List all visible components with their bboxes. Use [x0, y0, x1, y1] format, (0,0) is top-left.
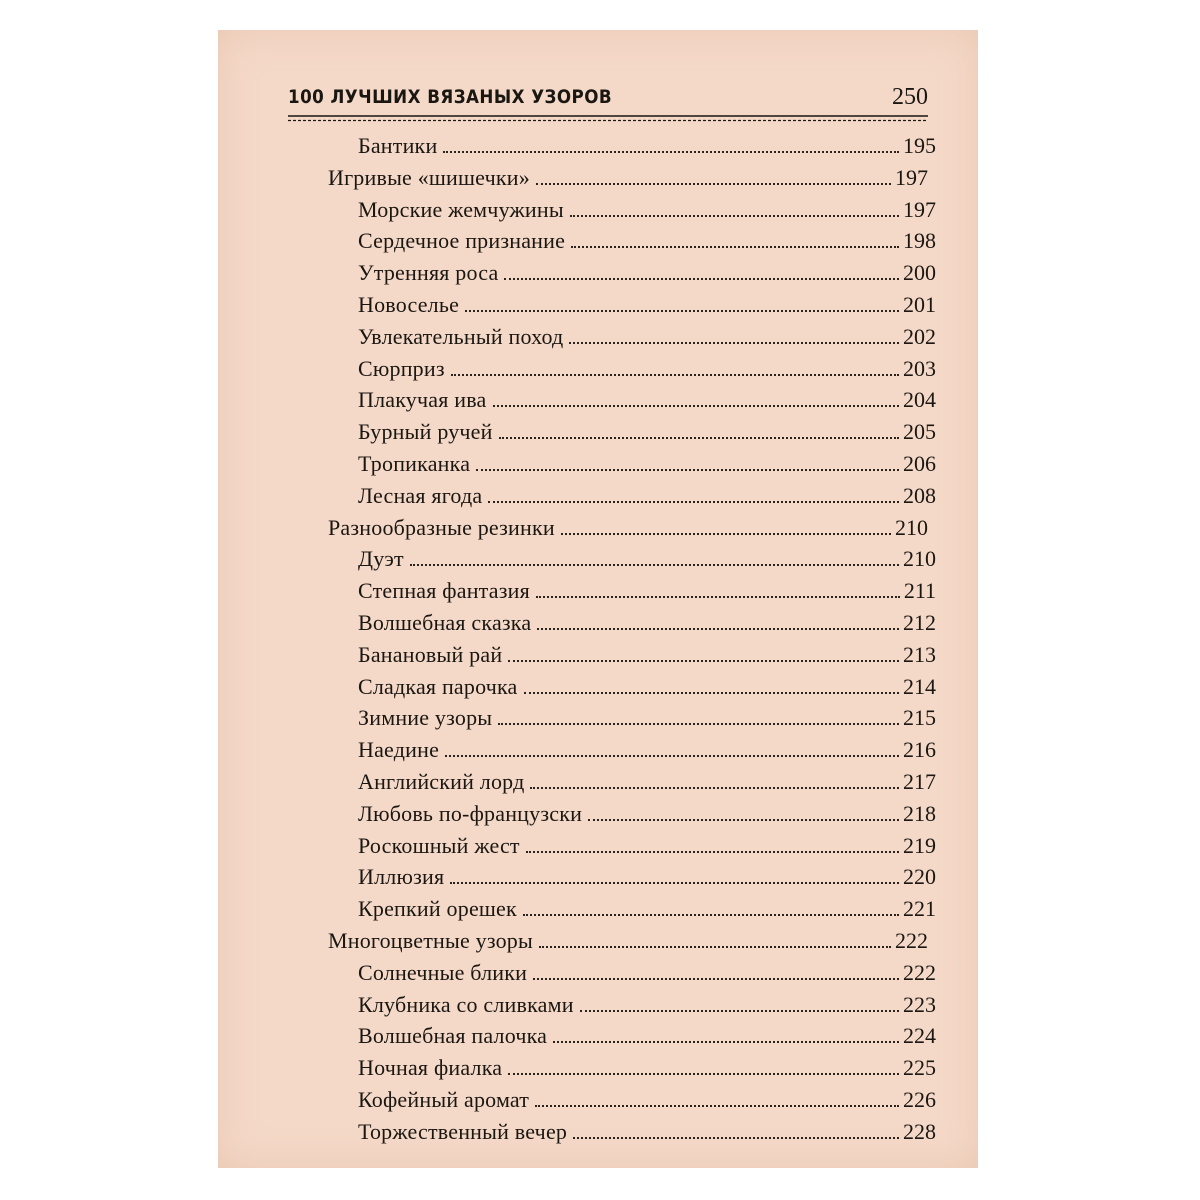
- dot-leader: [588, 818, 899, 821]
- dot-leader: [580, 1009, 899, 1012]
- toc-entry-page: 200: [903, 260, 936, 286]
- toc-entry-title: Крепкий орешек: [358, 896, 517, 922]
- toc-entry-title: Степная фантазия: [358, 578, 530, 604]
- toc-entry: [358, 702, 936, 734]
- toc-entry-page: 219: [903, 832, 936, 858]
- toc-entry-page: 222: [895, 928, 928, 953]
- toc-entry: [358, 607, 936, 639]
- toc-entry-page: 216: [903, 737, 936, 763]
- toc-entry: [358, 639, 936, 671]
- toc-entry-page: 228: [903, 1118, 936, 1144]
- dot-leader: [445, 754, 899, 757]
- toc-entry: [358, 734, 936, 766]
- toc-entry-page: 210: [895, 514, 928, 540]
- toc-entry-title: Солнечные блики: [358, 959, 528, 985]
- toc-entry-page: 202: [903, 323, 936, 349]
- toc-entry-page: 203: [903, 355, 936, 381]
- dot-leader: [524, 691, 899, 694]
- dot-leader: [553, 1040, 899, 1043]
- toc-entry: [358, 1020, 936, 1052]
- toc-entry-title: Ночная фиалка: [358, 1055, 503, 1081]
- toc-entry-page: 225: [903, 1055, 936, 1081]
- toc-entry-page: 221: [903, 896, 936, 922]
- toc-entry-title: Зимние узоры: [358, 705, 493, 731]
- toc-entry-title: Бурный ручей: [358, 419, 493, 445]
- toc-entry-page: 220: [903, 864, 936, 890]
- dot-leader: [410, 563, 899, 566]
- toc-entry: [358, 575, 936, 607]
- toc-entry-title: Кофейный аромат: [358, 1087, 530, 1112]
- dot-leader: [561, 532, 891, 535]
- toc-entry-page: 223: [903, 991, 936, 1017]
- book-page: [218, 30, 978, 1168]
- toc-entry: [358, 830, 936, 862]
- dot-leader: [537, 627, 899, 630]
- toc-entry-title: Сюрприз: [358, 355, 445, 381]
- header-ornamental-rule: [288, 114, 928, 122]
- toc-entry-title: Новоселье: [358, 292, 460, 317]
- toc-entry: [358, 194, 936, 226]
- dot-leader: [508, 659, 899, 662]
- toc-entry-title: Дуэт: [358, 546, 404, 572]
- dot-leader: [493, 404, 900, 407]
- toc-entry-title: Сладкая парочка: [358, 673, 518, 699]
- toc-entry-title: Увлекательный поход: [358, 323, 564, 349]
- toc-entry: [358, 130, 936, 162]
- dot-leader: [476, 468, 899, 471]
- toc-entry: [358, 543, 936, 575]
- dot-leader: [504, 277, 899, 280]
- toc-entry-page: 212: [903, 610, 936, 635]
- dot-leader: [533, 977, 899, 980]
- dot-leader: [450, 881, 899, 884]
- toc-entry: [358, 289, 936, 321]
- toc-entry-page: 206: [903, 451, 936, 476]
- page-number: 250: [892, 84, 928, 110]
- toc-entry-page: 224: [903, 1023, 936, 1049]
- toc-entry-page: 195: [903, 133, 936, 158]
- toc-entry: [358, 321, 936, 353]
- dot-leader: [571, 245, 899, 248]
- toc-entry-title: Иллюзия: [358, 864, 445, 890]
- toc-entry-title: Роскошный жест: [358, 832, 520, 858]
- toc-section-entry: [328, 925, 928, 957]
- toc-entry-title: Тропиканка: [358, 451, 471, 476]
- toc-entry: [358, 353, 936, 385]
- toc-entry: [358, 893, 936, 925]
- dot-leader: [573, 1136, 899, 1139]
- toc-entry-page: 201: [903, 292, 936, 317]
- toc-entry-page: 215: [903, 705, 936, 731]
- toc-entry: [358, 257, 936, 289]
- toc-entry: [358, 957, 936, 989]
- dot-leader: [498, 722, 899, 725]
- toc-entry: [358, 448, 936, 480]
- dot-leader: [499, 436, 899, 439]
- toc-entry-title: Утренняя роса: [358, 260, 499, 286]
- dot-leader: [443, 150, 899, 153]
- toc-entry-page: 204: [903, 387, 936, 413]
- toc-entry-page: 210: [903, 546, 936, 572]
- toc-entry: [358, 861, 936, 893]
- toc-entry-title: Сердечное признание: [358, 228, 566, 254]
- toc-entry: [358, 480, 936, 512]
- toc-entry-page: 197: [903, 196, 936, 222]
- toc-entry-page: 214: [903, 673, 936, 699]
- toc-section-entry: [328, 162, 928, 194]
- dot-leader: [536, 182, 891, 185]
- toc-entry-title: Английский лорд: [358, 769, 525, 794]
- toc-entry-page: 198: [903, 228, 936, 254]
- toc-entry: [358, 416, 936, 448]
- dot-leader: [536, 595, 900, 598]
- dot-leader: [488, 500, 899, 503]
- toc-entry: [358, 225, 936, 257]
- toc-entry-page: 197: [895, 164, 928, 190]
- dot-leader: [539, 945, 891, 948]
- toc-entry-title: Плакучая ива: [358, 387, 487, 413]
- toc-entry: [358, 1052, 936, 1084]
- toc-entry-title: Волшебная палочка: [358, 1023, 548, 1049]
- toc-entry-title: Морские жемчужины: [358, 196, 564, 222]
- dot-leader: [526, 850, 899, 853]
- toc-entry-page: 211: [903, 578, 936, 604]
- toc-entry: [358, 766, 936, 798]
- toc-entry-title: Любовь по-французски: [358, 800, 583, 826]
- toc-entry: [358, 1116, 936, 1148]
- toc-entry-title: Лесная ягода: [358, 482, 483, 508]
- dot-leader: [569, 341, 899, 344]
- toc-entry-title: Разнообразные резинки: [328, 514, 555, 540]
- toc-section-entry: [328, 512, 928, 544]
- toc-entry-title: Игривые «шишечки»: [328, 164, 530, 190]
- toc-entry-page: 205: [903, 419, 936, 445]
- dot-leader: [523, 913, 899, 916]
- toc-entry-page: 213: [903, 641, 936, 667]
- toc-entry-page: 217: [903, 769, 936, 794]
- toc-entry-page: 208: [903, 482, 936, 508]
- toc-entry: [358, 798, 936, 830]
- toc-entry-title: Волшебная сказка: [358, 610, 532, 635]
- running-title: 100 ЛУЧШИХ ВЯЗАНЫХ УЗОРОВ: [288, 86, 613, 108]
- dot-leader: [451, 373, 899, 376]
- toc-entry: [358, 989, 936, 1021]
- toc-entry: [358, 1084, 936, 1116]
- dot-leader: [530, 786, 899, 789]
- toc-entry: [358, 384, 936, 416]
- dot-leader: [570, 214, 899, 217]
- toc-entry-page: 226: [903, 1087, 936, 1112]
- toc-entry: [358, 671, 936, 703]
- toc-entry-title: Банановый рай: [358, 641, 503, 667]
- toc-entry-title: Торжественный вечер: [358, 1118, 568, 1144]
- toc-entry-page: 222: [903, 959, 936, 985]
- toc-entry-title: Бантики: [358, 133, 438, 158]
- dot-leader: [508, 1072, 899, 1075]
- toc-entry-title: Многоцветные узоры: [328, 928, 533, 953]
- toc-entry-page: 218: [903, 800, 936, 826]
- toc-entry-title: Клубника со сливками: [358, 991, 574, 1017]
- toc-entry-title: Наедине: [358, 737, 440, 763]
- dot-leader: [535, 1104, 899, 1107]
- dot-leader: [465, 309, 899, 312]
